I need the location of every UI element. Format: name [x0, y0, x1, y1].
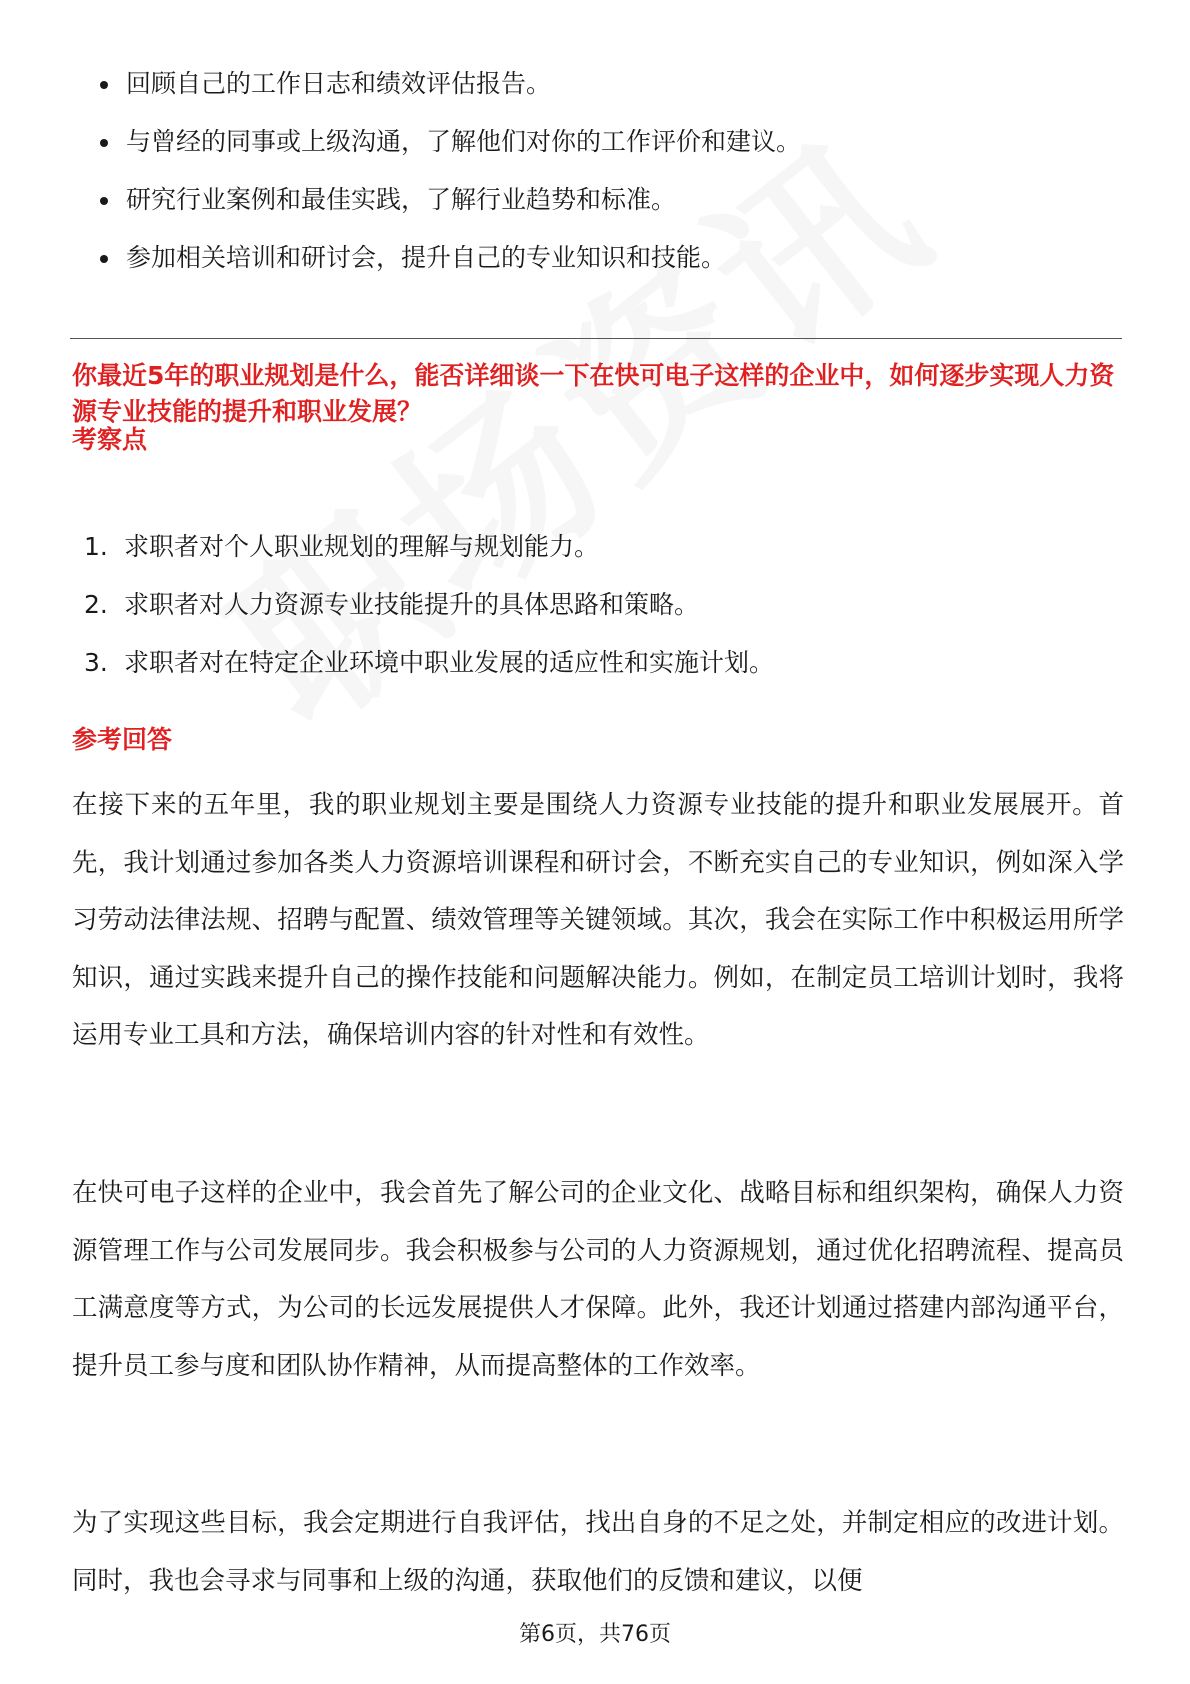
focus-points-list	[84, 518, 1084, 692]
list-number: 1.	[84, 532, 108, 561]
list-item-text: 研究行业案例和最佳实践，了解行业趋势和标准。	[126, 185, 677, 214]
list-item	[84, 634, 1084, 692]
page-footer: 第6页，共76页	[519, 1622, 671, 1647]
list-item-text: 求职者对个人职业规划的理解与规划能力。	[124, 532, 600, 561]
list-item-text: 参加相关培训和研讨会，提升自己的专业知识和技能。	[126, 243, 727, 272]
list-item	[96, 113, 1096, 171]
bullet-dot-icon	[100, 255, 108, 263]
answer-paragraph: 在快可电子这样的企业中，我会首先了解公司的企业文化、战略目标和组织架构，确保人力资源管理工作与公司发展同步。我会积极参与公司的人力资源规划，通过优化招聘流程、提高员工满意度等方式，为公司的长远发展提供人才保障。此外，我还计划通过搭建内部沟通平台，提升员工参与度和团队协作精神，从而提高整体的工作效率。	[72, 1178, 1124, 1381]
list-item-text: 回顾自己的工作日志和绩效评估报告。	[126, 69, 552, 98]
list-item-text: 求职者对在特定企业环境中职业发展的适应性和实施计划。	[124, 648, 775, 677]
bullet-dot-icon	[100, 139, 108, 147]
answer-paragraph: 在接下来的五年里，我的职业规划主要是围绕人力资源专业技能的提升和职业发展展开。首先，我计划通过参加各类人力资源培训课程和研讨会，不断充实自己的专业知识，例如深入学习劳动法律法规、招聘与配置、绩效管理等关键领域。其次，我会在实际工作中积极运用所学知识，通过实践来提升自己的操作技能和问题解决能力。例如，在制定员工培训计划时，我将运用专业工具和方法，确保培训内容的针对性和有效性。	[72, 790, 1124, 1050]
answer-heading: 参考回答	[72, 725, 173, 754]
list-number: 2.	[84, 590, 108, 619]
list-item-text: 与曾经的同事或上级沟通，了解他们对你的工作评价和建议。	[126, 127, 802, 156]
section-divider	[70, 338, 1122, 339]
focus-heading: 考察点	[72, 425, 148, 454]
list-item	[84, 518, 1084, 576]
list-item	[96, 171, 1096, 229]
bullet-list	[96, 55, 1096, 287]
answer-paragraph: 为了实现这些目标，我会定期进行自我评估，找出自身的不足之处，并制定相应的改进计划。同时，我也会寻求与同事和上级的沟通，获取他们的反馈和建议，以便	[72, 1508, 1124, 1596]
list-number: 3.	[84, 648, 108, 677]
question-heading: 你最近5年的职业规划是什么，能否详细谈一下在快可电子这样的企业中，如何逐步实现人力资源专业技能的提升和职业发展？	[72, 361, 1115, 426]
bullet-dot-icon	[100, 197, 108, 205]
list-item	[96, 229, 1096, 287]
list-item	[84, 576, 1084, 634]
bullet-dot-icon	[100, 81, 108, 89]
list-item	[96, 55, 1096, 113]
list-item-text: 求职者对人力资源专业技能提升的具体思路和策略。	[124, 590, 700, 619]
